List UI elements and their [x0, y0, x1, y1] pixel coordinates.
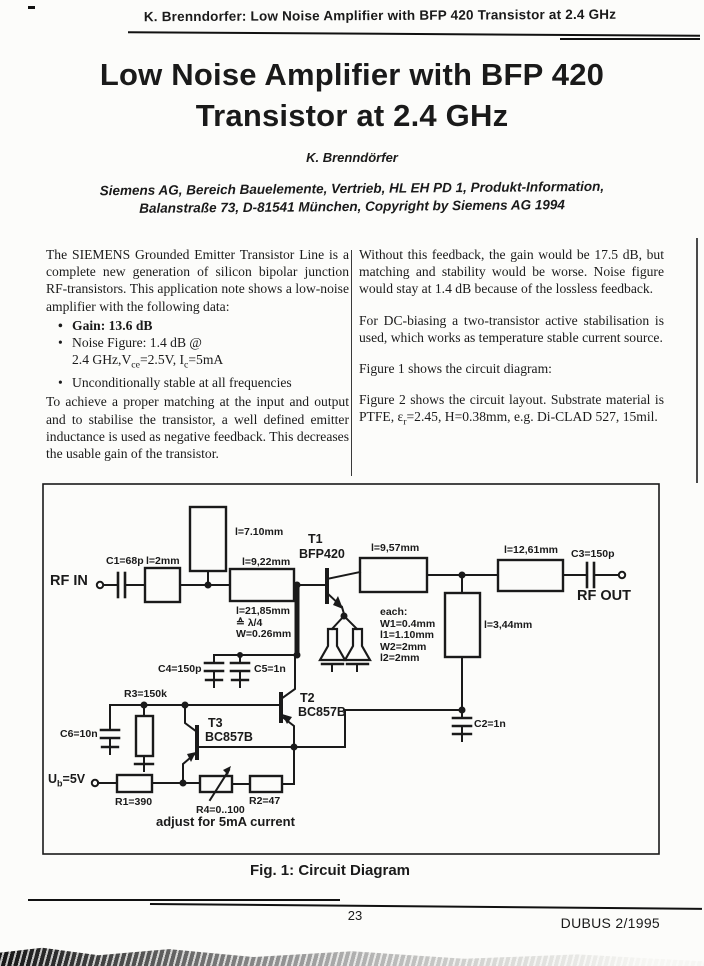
capacitor-c5 [231, 655, 249, 687]
page-number: 23 [347, 908, 363, 923]
spec-bullet-list [46, 317, 349, 392]
running-head: K. Brenndorfer: Low Noise Amplifier with BFP 420 Transistor at 2.4 GHz [143, 6, 617, 25]
microstrip-l710 [190, 507, 226, 571]
resistor-r3 [135, 705, 153, 771]
body-right-column [359, 246, 664, 445]
label-c6: C6=10n [60, 728, 98, 740]
label-l344: l=3,44mm [484, 619, 533, 631]
right-paragraph-1: Without this feedback, the gain would be 17.5 dB, but matching and stability would be worse. Noise figure would stay at 1.4 dB because of the lossless feedback. [359, 247, 664, 297]
capacitor-c2 [453, 710, 471, 741]
label-l922: l=9,22mm [242, 556, 291, 568]
body-left-column [46, 246, 349, 462]
microstrip-l344 [445, 593, 480, 657]
article-title-line2: Transistor at 2.4 GHz [195, 98, 509, 133]
resistor-r1 [117, 775, 152, 792]
label-c4: C4=150p [158, 663, 202, 675]
capacitor-c4 [205, 655, 223, 687]
label-l2mm: l=2mm [146, 555, 180, 567]
article-title-line1: Low Noise Amplifier with BFP 420 [99, 57, 605, 92]
affiliation [0, 177, 704, 219]
footer-rule-left [28, 899, 340, 901]
author: K. Brenndörfer [306, 150, 398, 165]
collector-bias-stub [445, 575, 480, 710]
right-paragraph-2: For DC-biasing a two-transistor active stabilisation is used, which works as temperature stable current source. [359, 312, 664, 345]
microstrip-l957 [360, 558, 427, 592]
capacitor-c6 [101, 705, 119, 754]
label-t1: T1 [308, 532, 323, 546]
label-t2: T2 [300, 691, 315, 705]
label-t2-type: BC857B [298, 705, 346, 719]
label-r2: R2=47 [249, 795, 281, 807]
right-margin-scan-line [696, 238, 698, 483]
microstrip-l1261 [498, 560, 563, 591]
left-paragraph-2: To achieve a proper matching at the input and output and to stabilise the transistor, a well defined emitter inductance is used as negative feedback. This decreases the usable gain of the transistor. [46, 394, 349, 461]
resistor-r2 [250, 776, 282, 792]
label-ub: $U_b=5V$ [48, 772, 86, 789]
label-r4: R4=0..100 [196, 804, 245, 816]
affiliation-line2: Balanstraße 73, D-81541 München, Copyright by Siemens AG 1994 [139, 197, 565, 216]
transistor-t3 [183, 707, 197, 781]
footer-rule [150, 903, 702, 910]
microstrip-l2mm [145, 568, 180, 602]
emitter-inductance-stubs [320, 616, 370, 671]
column-divider-rule [351, 250, 352, 476]
label-t3-type: BC857B [205, 730, 253, 744]
label-r3: R3=150k [124, 688, 167, 700]
bias-feed-wire [345, 710, 462, 747]
label-c1: C1=68p [106, 555, 144, 567]
label-quarter-wave-stub: l=21,85mm ≙ λ/4 W=0.26mm [236, 605, 292, 640]
microstrip-l922 [230, 569, 294, 601]
label-c3: C3=150p [571, 548, 615, 560]
label-rf-out: RF OUT [577, 588, 631, 604]
label-l1261: l=12,61mm [504, 544, 558, 556]
label-c2: C2=1n [474, 718, 506, 730]
scan-speck [28, 6, 35, 9]
scan-artifact-texture [0, 946, 704, 966]
label-adjust-note: adjust for 5mA current [156, 814, 295, 829]
label-rf-in: RF IN [50, 573, 88, 589]
label-l957: l=9,57mm [371, 542, 420, 554]
bullet-gain: • Gain: 13.6 dB [72, 317, 349, 334]
label-t3: T3 [208, 716, 223, 730]
figure-caption: Fig. 1: Circuit Diagram [249, 862, 411, 879]
running-head-rule-2 [560, 38, 700, 40]
rf-out-terminal [619, 572, 625, 578]
label-r1: R1=390 [115, 796, 153, 808]
label-l710: l=7.10mm [235, 526, 284, 538]
right-paragraph-3: Figure 1 shows the circuit diagram: [359, 361, 552, 377]
rf-in-terminal [97, 582, 103, 588]
label-emitter-stub-dims: each: W1=0.4mm l1=1.10mm W2=2mm l2=2mm [380, 606, 436, 664]
label-t1-type: BFP420 [299, 547, 345, 561]
figure-1-circuit-diagram [42, 483, 660, 856]
journal-name: DUBUS 2/1995 [560, 915, 660, 931]
bullet-stability: • Unconditionally stable at all frequencies [72, 374, 349, 391]
left-paragraph-1: The SIEMENS Grounded Emitter Transistor Line is a complete new generation of silicon bipolar junction RF-transistors. This application note shows a low-noise amplifier with the following data: [46, 247, 349, 314]
bullet-noise-figure: • Noise Figure: 1.4 dB @ 2.4 $GHz,V_{ce}=2.5V$, $I_c=5mA$ [72, 334, 349, 374]
right-paragraph-4: Figure 2 shows the circuit layout. Substrate material is PTFE, $\varepsilon_r=2.45$, H=0.38mm, e.g. Di-CLAD 527, 15mil. [359, 392, 664, 429]
article-title [0, 54, 704, 136]
label-c5: C5=1n [254, 663, 286, 675]
running-head-rule [128, 31, 700, 37]
rf-output-network [360, 558, 625, 592]
affiliation-line1: Siemens AG, Bereich Bauelemente, Vertrieb, HL EH PD 1, Produkt-Information, [99, 178, 605, 199]
transistor-t1 [327, 570, 360, 614]
